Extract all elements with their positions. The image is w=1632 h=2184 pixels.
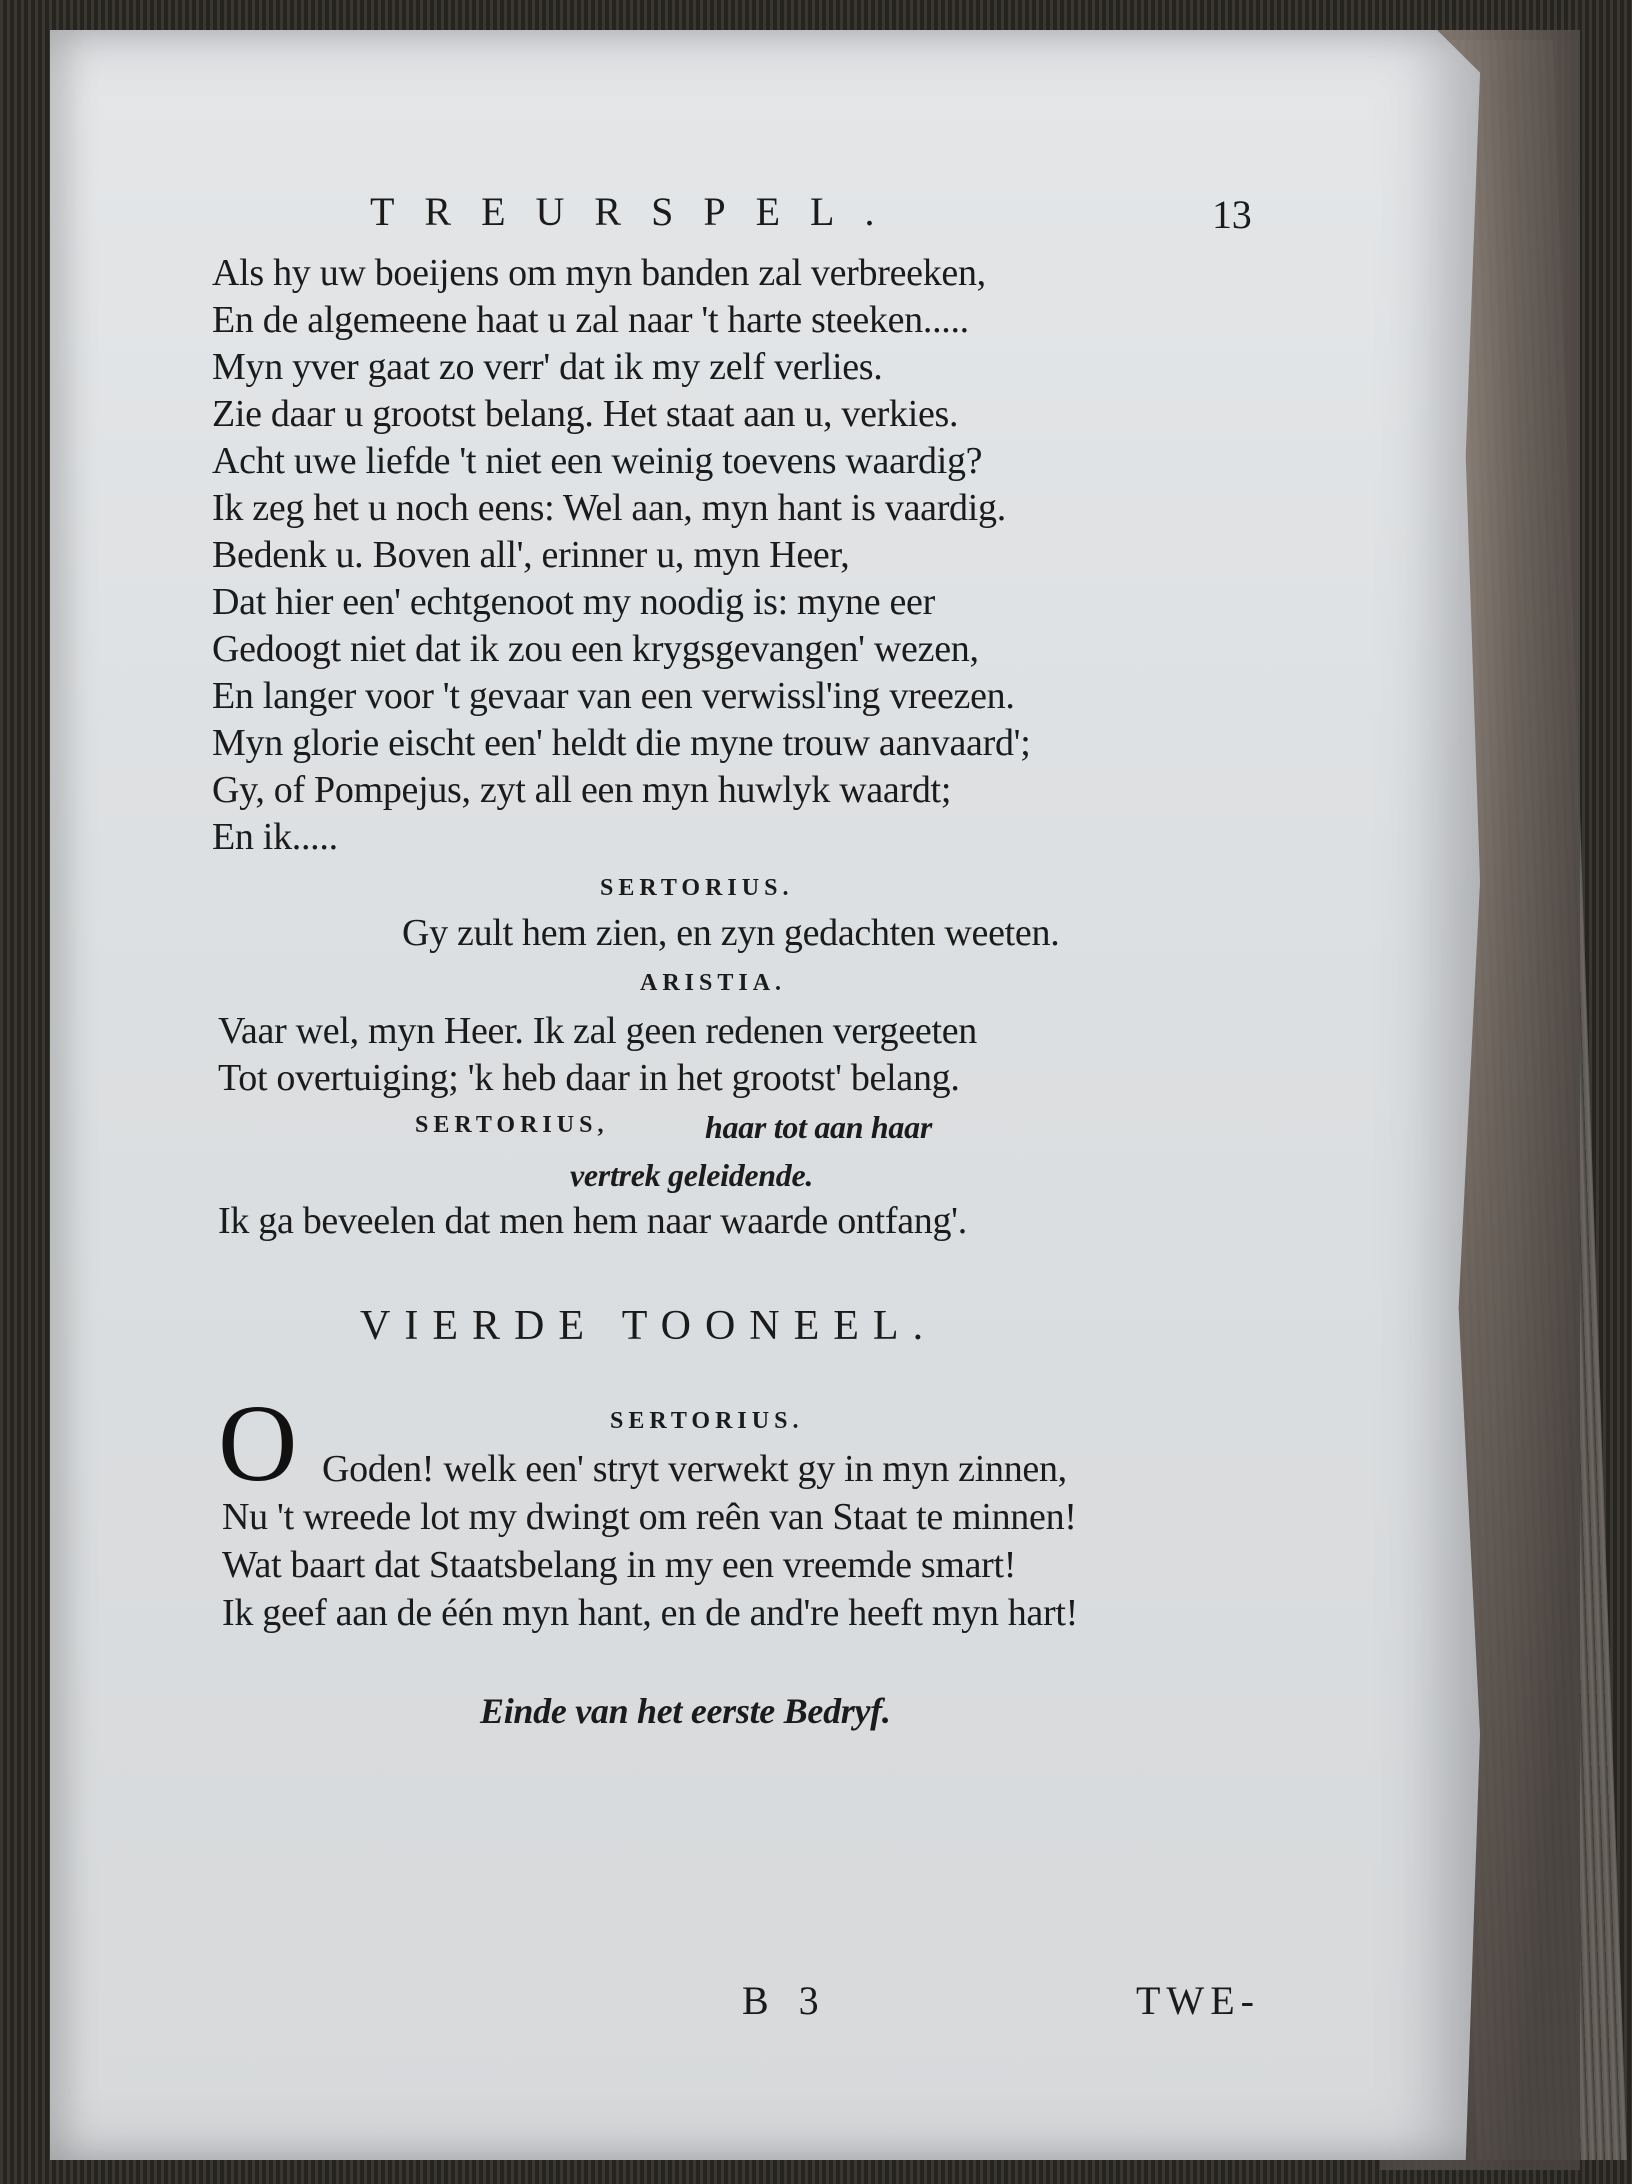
verse-line: Wat baart dat Staatsbelang in my een vreemde smart! bbox=[222, 1544, 1017, 1586]
verse-line: Nu 't wreede lot my dwingt om reên van Staat te minnen! bbox=[222, 1496, 1077, 1538]
verse-line: Zie daar u grootst belang. Het staat aan u, verkies. bbox=[212, 393, 959, 435]
drop-capital: O bbox=[218, 1382, 298, 1504]
signature-mark: B 3 bbox=[742, 1978, 829, 2023]
act-end-note: Einde van het eerste Bedryf. bbox=[480, 1691, 891, 1731]
verse-line: Goden! welk een' stryt verwekt gy in myn zinnen, bbox=[322, 1448, 1067, 1490]
verse-line: Gy zult hem zien, en zyn gedachten weeten. bbox=[402, 912, 1060, 954]
verse-line: Myn glorie eischt een' heldt die myne trouw aanvaard'; bbox=[212, 722, 1031, 764]
stage-direction: vertrek geleidende. bbox=[570, 1157, 814, 1193]
verse-line: En ik..... bbox=[212, 816, 338, 858]
verse-line: Ik zeg het u noch eens: Wel aan, myn hant is vaardig. bbox=[212, 487, 1006, 529]
verse-line: Gedoogt niet dat ik zou een krygsgevangen' wezen, bbox=[212, 628, 979, 670]
speaker-name: SERTORIUS, bbox=[415, 1112, 609, 1138]
speaker-name: SERTORIUS. bbox=[600, 875, 794, 901]
verse-line: En langer voor 't gevaar van een verwissl'ing vreezen. bbox=[212, 675, 1015, 717]
speaker-name: ARISTIA. bbox=[640, 970, 787, 996]
page-number: 13 bbox=[1212, 192, 1252, 237]
verse-line: Acht uwe liefde 't niet een weinig toevens waardig? bbox=[212, 440, 983, 482]
verse-line: Vaar wel, myn Heer. Ik zal geen redenen vergeeten bbox=[218, 1010, 977, 1052]
running-title: TREURSPEL. bbox=[370, 189, 905, 234]
verse-line: Tot overtuiging; 'k heb daar in het grootst' belang. bbox=[218, 1057, 960, 1099]
verse-line: Gy, of Pompejus, zyt all een myn huwlyk waardt; bbox=[212, 769, 952, 811]
speaker-name: SERTORIUS. bbox=[610, 1408, 804, 1434]
verse-line: Ik geef aan de één myn hant, en de and're heeft myn hart! bbox=[222, 1592, 1078, 1634]
stage-direction: haar tot aan haar bbox=[705, 1109, 932, 1145]
verse-line: Dat hier een' echtgenoot my noodig is: myne eer bbox=[212, 581, 935, 623]
scene-title: VIERDE TOONEEL. bbox=[360, 1303, 938, 1349]
verse-line: Als hy uw boeijens om myn banden zal verbreeken, bbox=[212, 252, 986, 294]
verse-line: Bedenk u. Boven all', erinner u, myn Heer, bbox=[212, 534, 850, 576]
verse-line: Ik ga beveelen dat men hem naar waarde ontfang'. bbox=[218, 1200, 967, 1242]
verse-line: En de algemeene haat u zal naar 't harte steeken..... bbox=[212, 299, 969, 341]
catchword: TWE- bbox=[1136, 1978, 1260, 2023]
verse-line: Myn yver gaat zo verr' dat ik my zelf verlies. bbox=[212, 346, 883, 388]
